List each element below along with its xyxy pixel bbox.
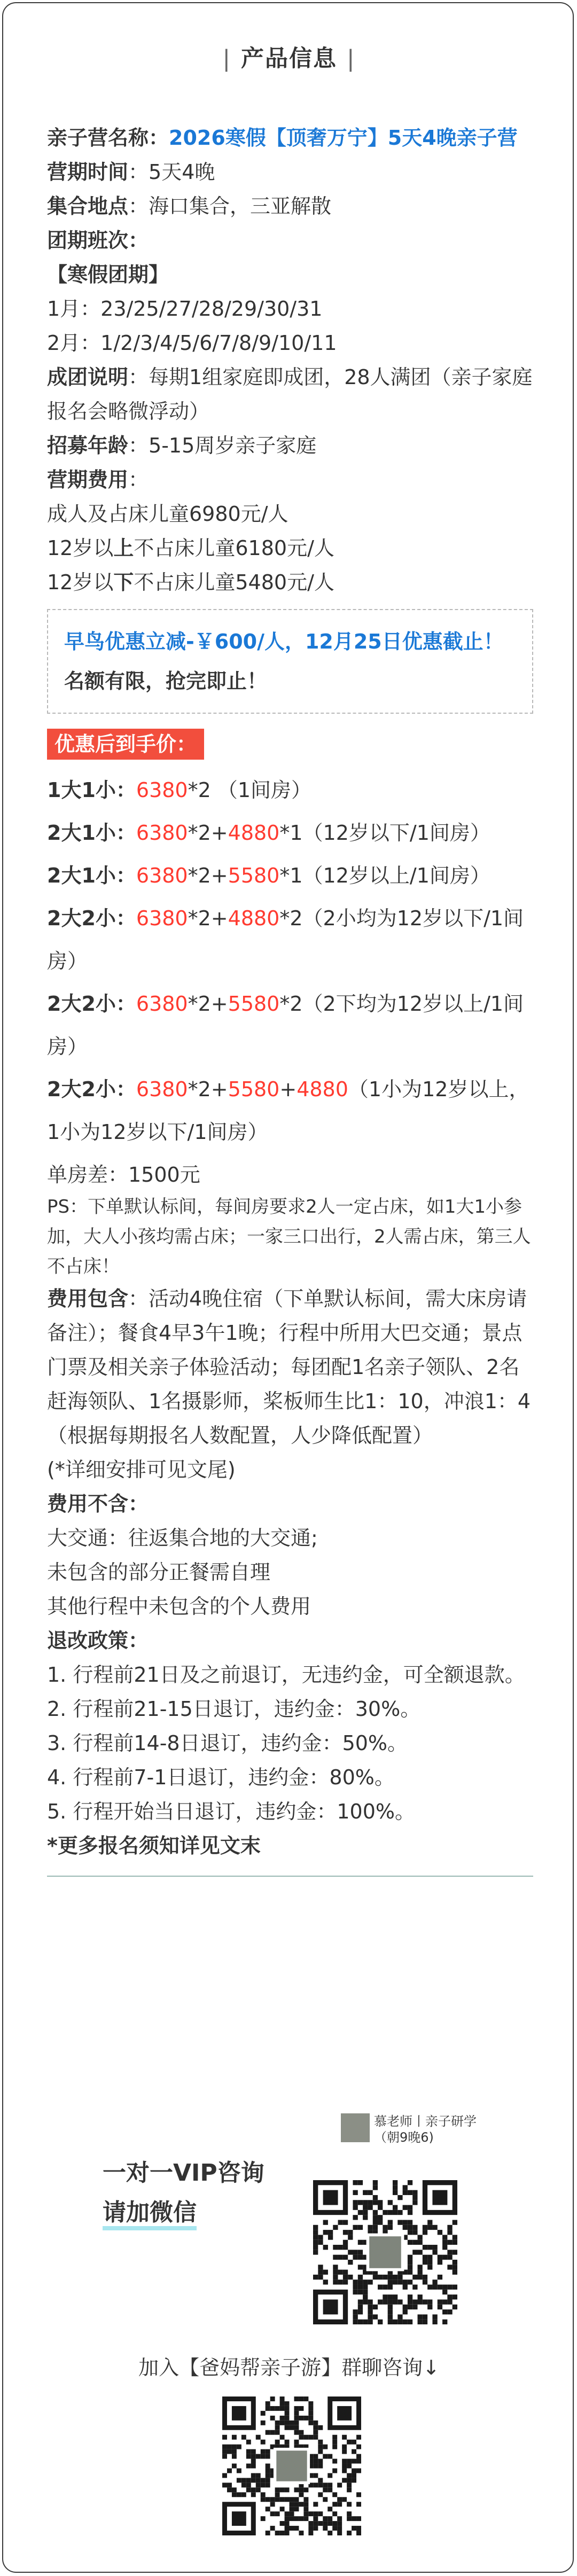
refund-item: 3. 行程前14-8日退订，违约金：50%。 xyxy=(47,1731,408,1755)
refund-item: 2. 行程前21-15日退订，违约金：30%。 xyxy=(47,1697,421,1721)
price-note: *2（2下均为12岁以上/1间房） xyxy=(47,992,524,1058)
refund-item: 1. 行程前21日及之前退订，无违约金，可全额退款。 xyxy=(47,1663,525,1687)
wechat-qr-code[interactable] xyxy=(313,2180,457,2324)
price-value: 4880 xyxy=(228,821,280,845)
price-value: 4880 xyxy=(228,907,280,930)
refund-item: 5. 行程开始当日退订，违约金：100%。 xyxy=(47,1800,415,1823)
promo-label: 早鸟优惠立减 xyxy=(64,630,186,653)
price-note: *2+ xyxy=(188,821,228,845)
price-value: 6380 xyxy=(136,778,188,802)
page-title-text: 产品信息 xyxy=(241,45,337,72)
promo-value: -￥600/人，12月25日优惠截止！ xyxy=(186,630,504,653)
price-note: *2+ xyxy=(188,864,228,887)
price-value: 6380 xyxy=(136,1078,188,1101)
price-row-config: 2大2小： xyxy=(47,907,136,930)
age-range: 招募年龄：5-15周岁亲子家庭 xyxy=(47,434,317,457)
price-row-config: 2大2小： xyxy=(47,1078,136,1101)
price-row xyxy=(47,897,533,982)
refund-label: 退改政策： xyxy=(47,1629,149,1652)
price-row-config: 2大1小： xyxy=(47,864,136,887)
section-divider xyxy=(47,1876,533,1877)
consult-line2: 请加微信 xyxy=(103,2199,197,2230)
group-label: 团期班次： xyxy=(47,229,149,252)
group-heading: 【寒假团期】 xyxy=(47,263,169,286)
group-jan: 1月：23/25/27/28/29/30/31 xyxy=(47,297,323,321)
refund-item: 4. 行程前7-1日退订，违约金：80%。 xyxy=(47,1766,395,1789)
after-discount-tag: 优惠后到手价： xyxy=(47,729,204,760)
camp-place: 集合地点：海口集合，三亚解散 xyxy=(47,194,332,218)
promo-limit: 名额有限，抢完即止！ xyxy=(64,669,268,693)
price-value: 5580 xyxy=(228,992,280,1016)
consult-line1: 一对一VIP咨询 xyxy=(103,2159,264,2187)
product-details xyxy=(47,121,533,1877)
price-value: 5580 xyxy=(228,864,280,887)
price-note: *2+ xyxy=(188,1078,228,1101)
product-info-card xyxy=(2,2,574,2573)
price-value: 6380 xyxy=(136,992,188,1016)
fee-exclude-label: 费用不含： xyxy=(47,1492,149,1516)
price-value: 4880 xyxy=(297,1078,348,1101)
price-row-config: 1大1小： xyxy=(47,778,136,802)
fee-include-note: (*详细安排可见文尾) xyxy=(47,1458,236,1481)
page-title: | 产品信息 | xyxy=(222,45,356,72)
group-feb: 2月：1/2/3/4/5/6/7/8/9/10/11 xyxy=(47,331,337,355)
fee-label: 营期费用： xyxy=(47,468,149,491)
price-note: *2+ xyxy=(188,907,228,930)
price-row xyxy=(47,854,533,897)
price-value: 6380 xyxy=(136,821,188,845)
price-row xyxy=(47,811,533,854)
price-row xyxy=(47,1068,533,1153)
fee-child-above12: 12岁以上不占床儿童6180元/人 xyxy=(47,536,334,560)
price-row xyxy=(47,769,533,811)
wechat-name: 慕老师丨亲子研学（朝9晚6) xyxy=(374,2114,477,2145)
price-value: 6380 xyxy=(136,864,188,887)
exclude-item: 其他行程中未包含的个人费用 xyxy=(47,1595,311,1618)
price-row-config: 2大2小： xyxy=(47,992,136,1016)
avatar xyxy=(341,2113,370,2142)
exclude-item: 大交通：往返集合地的大交通; xyxy=(47,1526,318,1550)
price-note: + xyxy=(279,1078,297,1101)
price-value: 5580 xyxy=(228,1078,280,1101)
form-note: 成团说明：每期1组家庭即成团，28人满团（亲子家庭报名会略微浮动） xyxy=(47,365,533,423)
wechat-contact xyxy=(341,2113,480,2145)
vip-consult xyxy=(103,2153,264,2232)
camp-name: 亲子营名称：2026寒假【顶奢万宁】5天4晚亲子营 xyxy=(47,126,518,150)
more-notice: *更多报名须知详见文末 xyxy=(47,1834,261,1857)
fee-include: 费用包含：活动4晚住宿（下单默认标间，需大床房请备注）；餐食4早3午1晚；行程中所用大巴交通；景点门票及相关亲子体验活动；每团配1名亲子领队、2名赶海领队、1名摄影师，桨板师生比1：10，冲浪1：4（根据每期报名人数配置，人少降低配置） xyxy=(47,1287,531,1447)
group-qr-code[interactable] xyxy=(222,2397,361,2535)
price-row xyxy=(47,982,533,1068)
camp-time: 营期时间：5天4晚 xyxy=(47,160,215,184)
price-row-config: 2大1小： xyxy=(47,821,136,845)
price-note: *2 （1间房） xyxy=(188,778,312,802)
price-list xyxy=(47,769,533,1153)
early-bird-promo xyxy=(47,609,533,714)
ps-note: PS：下单默认标间，每间房要求2人一定占床，如1大1小参加，大人小孩均需占床；一家三口出行，2人需占床，第三人不占床！ xyxy=(47,1196,531,1277)
price-note: *2（2小均为12岁以下/1间房） xyxy=(47,907,524,973)
join-group-text: 加入【爸妈帮亲子游】群聊咨询↓ xyxy=(138,2356,440,2379)
single-room-fee: 单房差：1500元 xyxy=(47,1163,200,1186)
fee-adult: 成人及占床儿童6980元/人 xyxy=(47,502,288,526)
price-value: 6380 xyxy=(136,907,188,930)
price-note: *2+ xyxy=(188,992,228,1016)
exclude-item: 未包含的部分正餐需自理 xyxy=(47,1560,271,1584)
price-note: （1小为12岁以上，1小为12岁以下/1间房） xyxy=(47,1078,529,1144)
price-note: *1（12岁以下/1间房） xyxy=(279,821,490,845)
price-note: *1（12岁以上/1间房） xyxy=(279,864,490,887)
fee-child-below12: 12岁以下不占床儿童5480元/人 xyxy=(47,571,334,594)
